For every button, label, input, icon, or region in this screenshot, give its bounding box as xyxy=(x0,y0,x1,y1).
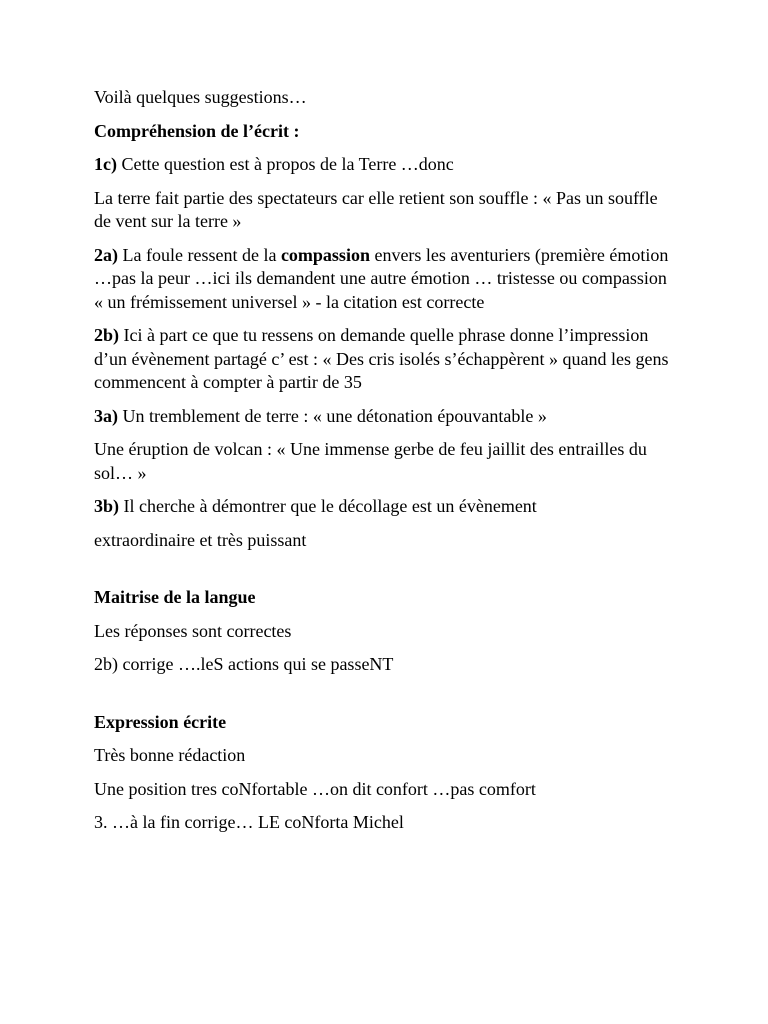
question-3a xyxy=(94,405,674,429)
answer-1c: La terre fait partie des spectateurs car elle retient son souffle : « Pas un souffle de vent sur la terre » xyxy=(94,187,658,231)
question-text: Un tremblement de terre : « une détonation épouvantable » xyxy=(118,405,547,426)
question-3b xyxy=(94,495,674,519)
question-label: 1c) xyxy=(94,154,117,174)
intro-line: Voilà quelques suggestions… xyxy=(94,87,307,107)
expression-line-2: Une position tres coNfortable …on dit confort …pas comfort xyxy=(94,778,536,799)
section-heading-langue: Maitrise de la langue xyxy=(94,587,256,607)
langue-line-1: Les réponses sont correctes xyxy=(94,620,292,641)
question-1c xyxy=(94,153,674,177)
question-text: envers les aventuriers (première émotion …pas la peur …ici ils demandent une autre émotion … tristesse ou compassion « un frémissement universel » - la citation est correcte xyxy=(94,244,669,312)
expression-line-1: Très bonne rédaction xyxy=(94,745,246,765)
question-label: 3a) xyxy=(94,405,118,426)
langue-line-2: 2b) corrige ….leS actions qui se passeNT xyxy=(94,654,394,674)
spacer xyxy=(94,562,674,586)
question-text: Il cherche à démontrer que le décollage est un évènement xyxy=(119,496,537,516)
question-label: 2a) xyxy=(94,244,118,265)
spacer xyxy=(94,687,674,711)
expression-line-3: 3. …à la fin corrige… LE coNforta Michel xyxy=(94,812,404,832)
answer-3a: Une éruption de volcan : « Une immense gerbe de feu jaillit des entrailles du sol… » xyxy=(94,439,647,483)
question-text: Ici à part ce que tu ressens on demande quelle phrase donne l’impression d’un évènement partagé c’ est : « Des cris isolés s’échappèrent » quand les gens commencent à compter à partir de 35 xyxy=(94,325,669,392)
answer-3b: extraordinaire et très puissant xyxy=(94,529,307,550)
document-body xyxy=(94,86,674,845)
question-2b xyxy=(94,324,674,395)
section-heading-comprehension: Compréhension de l’écrit : xyxy=(94,120,300,141)
question-label: 3b) xyxy=(94,496,120,516)
question-2a xyxy=(94,244,674,315)
question-text: Cette question est à propos de la Terre …donc xyxy=(116,154,454,174)
question-label: 2b) xyxy=(94,325,120,345)
section-heading-expression: Expression écrite xyxy=(94,711,227,732)
question-text: La foule ressent de la xyxy=(118,244,281,265)
emphasis-word: compassion xyxy=(280,244,370,265)
